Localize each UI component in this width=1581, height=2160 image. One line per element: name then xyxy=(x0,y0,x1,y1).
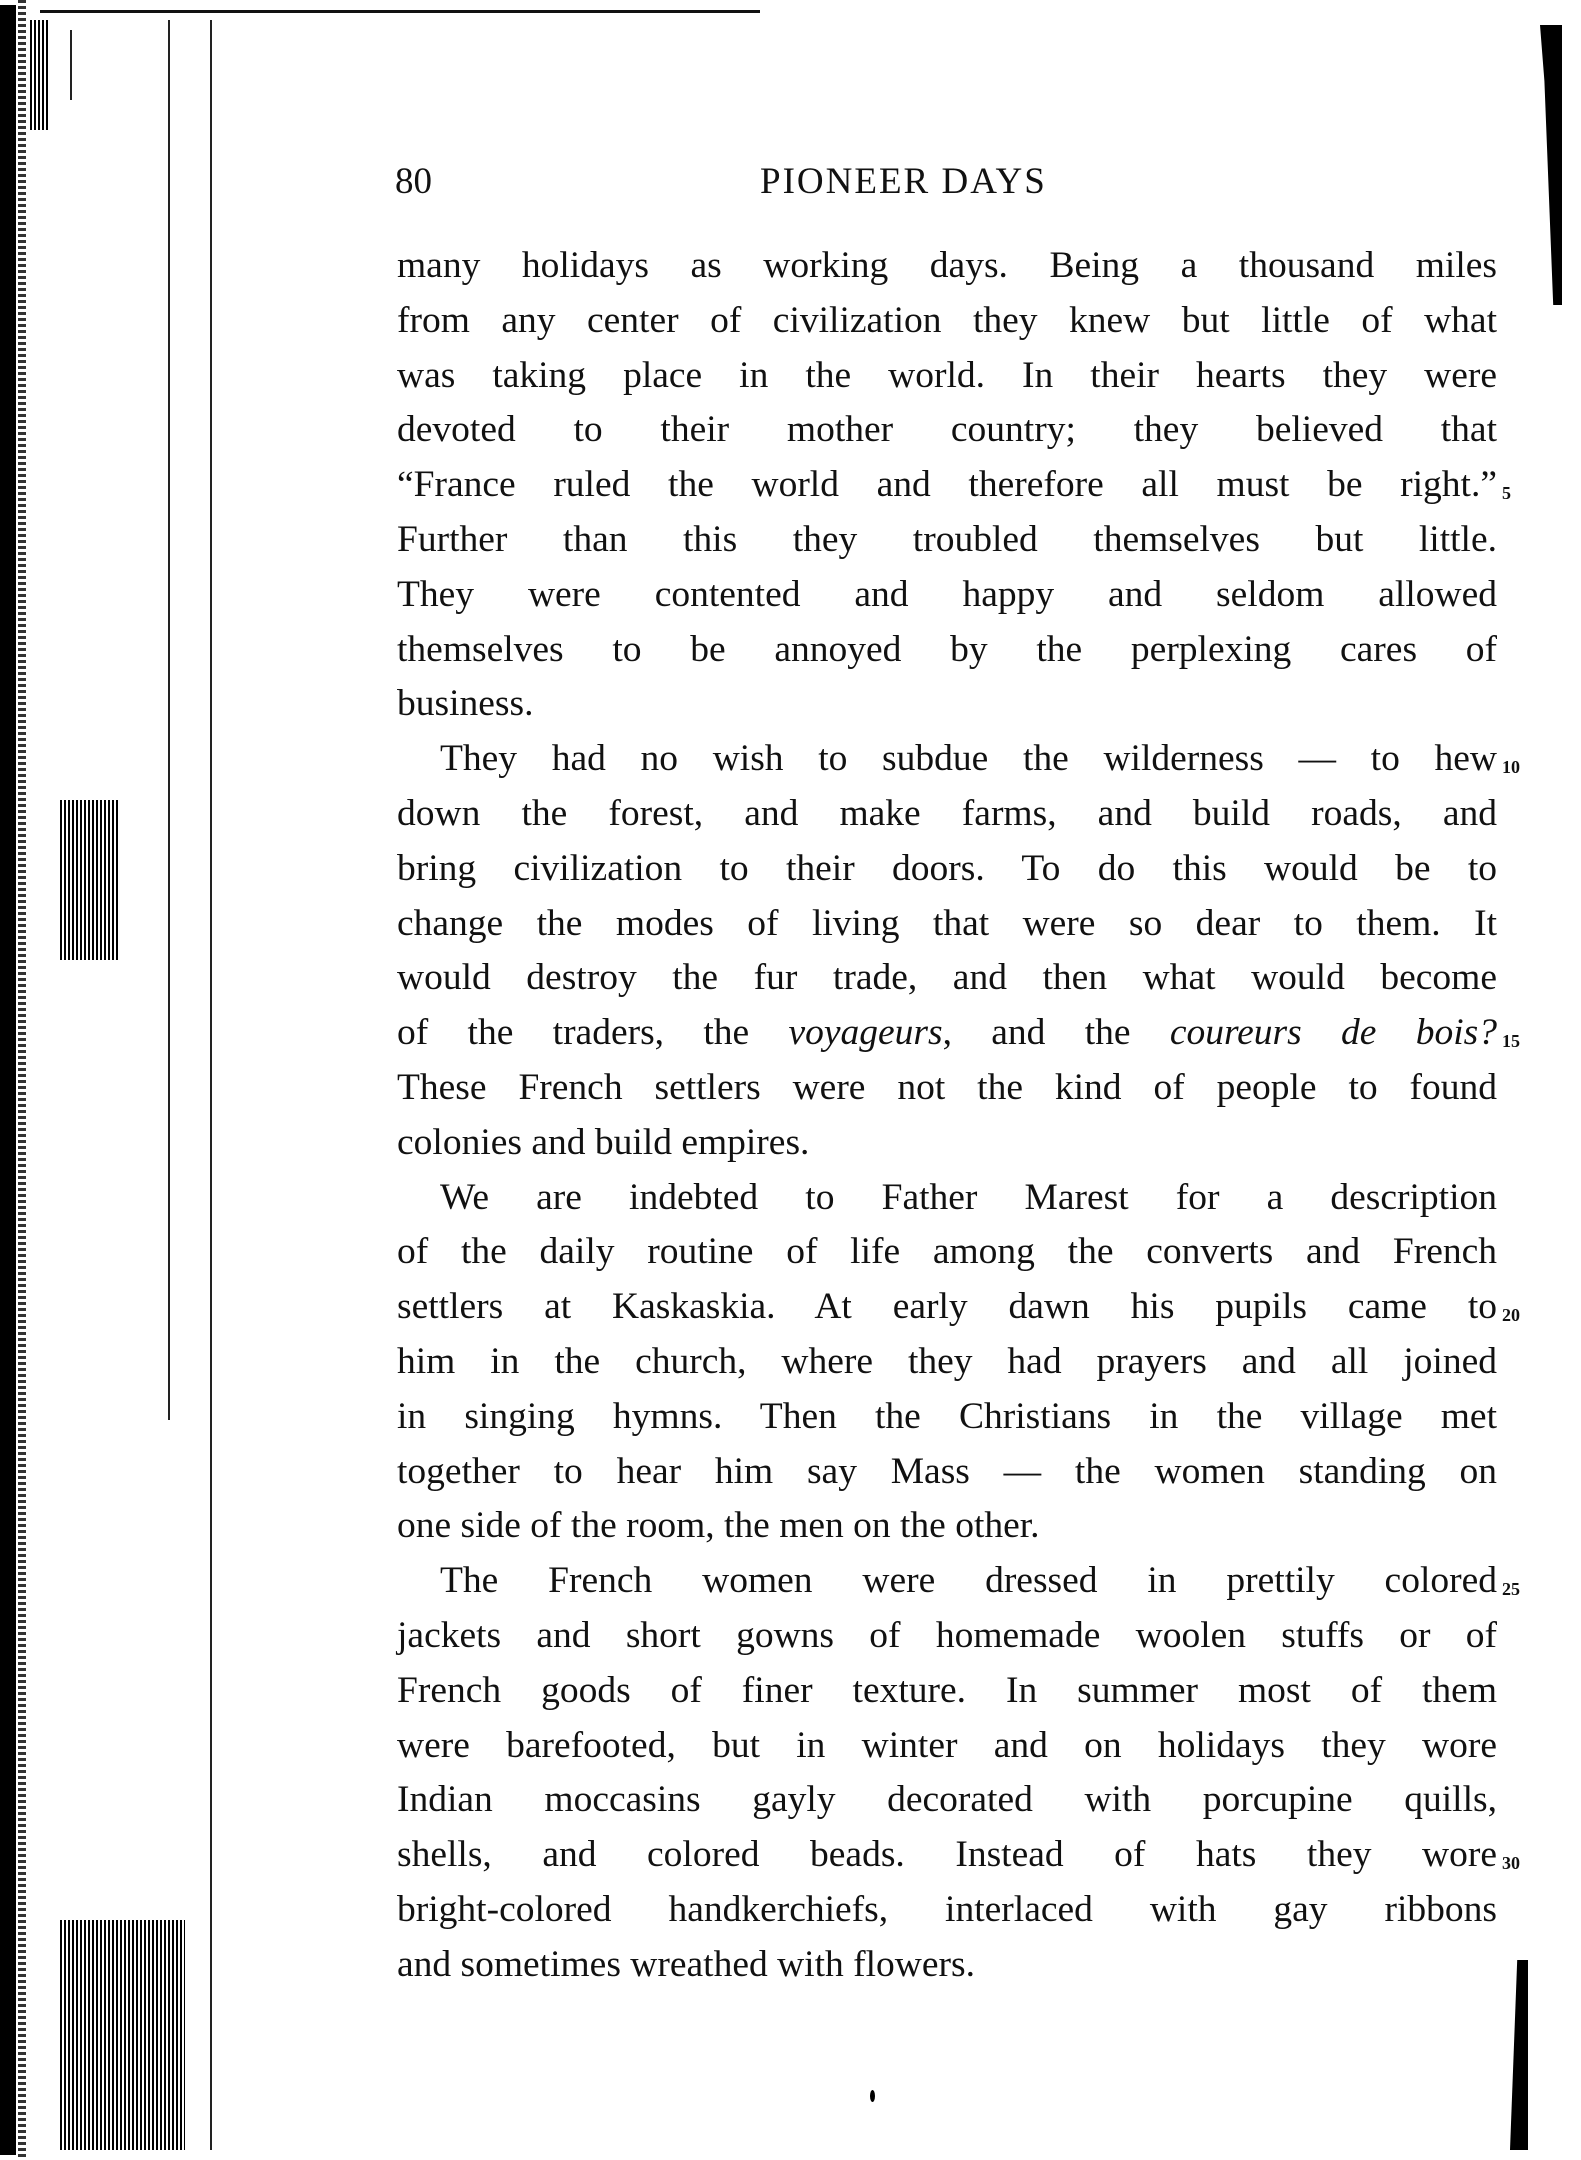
text-line: from any center of civilization they knew but little of what xyxy=(397,299,1497,341)
text-line: together to hear him say Mass — the women standing on xyxy=(397,1450,1497,1492)
text-line: of the traders, the voyageurs, and the coureurs de bois? xyxy=(397,1012,1497,1054)
text-line: devoted to their mother country; they believed that xyxy=(397,409,1497,451)
text-line: down the forest, and make farms, and build roads, and xyxy=(397,793,1497,834)
scan-gutter-line xyxy=(168,20,170,1420)
text-line: Further than this they troubled themselves but little. xyxy=(397,519,1497,560)
text-line: in singing hymns. Then the Christians in the village met xyxy=(397,1395,1497,1437)
italic-term: voyageurs xyxy=(788,1012,943,1054)
text-line: him in the church, where they had prayers and all joined xyxy=(397,1341,1497,1382)
scan-edge-texture xyxy=(18,0,26,2160)
text-line: These French settlers were not the kind of people to found xyxy=(397,1067,1497,1108)
text-line: They were contented and happy and seldom allowed xyxy=(397,573,1497,615)
text-line: and sometimes wreathed with flowers. xyxy=(397,1943,975,1985)
running-title: PIONEER DAYS xyxy=(760,161,1047,202)
scan-edge-right xyxy=(1540,25,1562,305)
page-number: 80 xyxy=(395,161,432,202)
line-number-marker: 25 xyxy=(1502,1579,1520,1600)
text-line: We are indebted to Father Marest for a description xyxy=(440,1176,1497,1218)
text-line: French goods of finer texture. In summer most of them xyxy=(397,1669,1497,1711)
text-line: colonies and build empires. xyxy=(397,1121,810,1163)
text-line: business. xyxy=(397,683,534,725)
text-line: jackets and short gowns of homemade woolen stuffs or of xyxy=(397,1615,1497,1656)
line-number-marker: 20 xyxy=(1502,1305,1520,1326)
text-line: would destroy the fur trade, and then what would become xyxy=(397,957,1497,999)
line-number-marker: 30 xyxy=(1502,1853,1520,1874)
text-line: change the modes of living that were so dear to them. It xyxy=(397,902,1497,944)
text-line: shells, and colored beads. Instead of hats they wore xyxy=(397,1834,1497,1876)
text-line: themselves to be annoyed by the perplexing cares of xyxy=(397,628,1497,670)
scan-artifact xyxy=(60,800,120,960)
text-line: many holidays as working days. Being a thousand miles xyxy=(397,245,1497,286)
scan-edge-left xyxy=(0,5,16,2155)
scan-speck xyxy=(870,2090,875,2102)
text-line: The French women were dressed in prettily colored xyxy=(440,1560,1497,1602)
text-line: Indian moccasins gayly decorated with porcupine quills, xyxy=(397,1779,1497,1821)
line-number-marker: 5 xyxy=(1502,483,1511,504)
text-line: bright-colored handkerchiefs, interlaced with gay ribbons xyxy=(397,1889,1497,1930)
text-line: was taking place in the world. In their hearts they were xyxy=(397,354,1497,396)
line-number-marker: 15 xyxy=(1502,1031,1520,1052)
scan-gutter-line xyxy=(210,20,212,2150)
text-line: one side of the room, the men on the other. xyxy=(397,1505,1040,1547)
text-line: bring civilization to their doors. To do this would be to xyxy=(397,847,1497,889)
text-line: were barefooted, but in winter and on holidays they wore xyxy=(397,1724,1497,1766)
scan-top-line xyxy=(40,10,760,13)
line-number-marker: 10 xyxy=(1502,757,1520,778)
scan-artifact xyxy=(70,30,72,100)
text-line: of the daily routine of life among the converts and French xyxy=(397,1231,1497,1273)
scan-artifact xyxy=(60,1920,185,2150)
scan-artifact xyxy=(30,20,50,130)
text-line: They had no wish to subdue the wilderness — to hew xyxy=(440,738,1497,780)
text-line: settlers at Kaskaskia. At early dawn his pupils came to xyxy=(397,1286,1497,1328)
text-line: “France ruled the world and therefore all must be right.” xyxy=(397,464,1497,506)
scan-edge-right xyxy=(1510,1960,1528,2150)
italic-term: coureurs de bois? xyxy=(1169,1012,1497,1054)
